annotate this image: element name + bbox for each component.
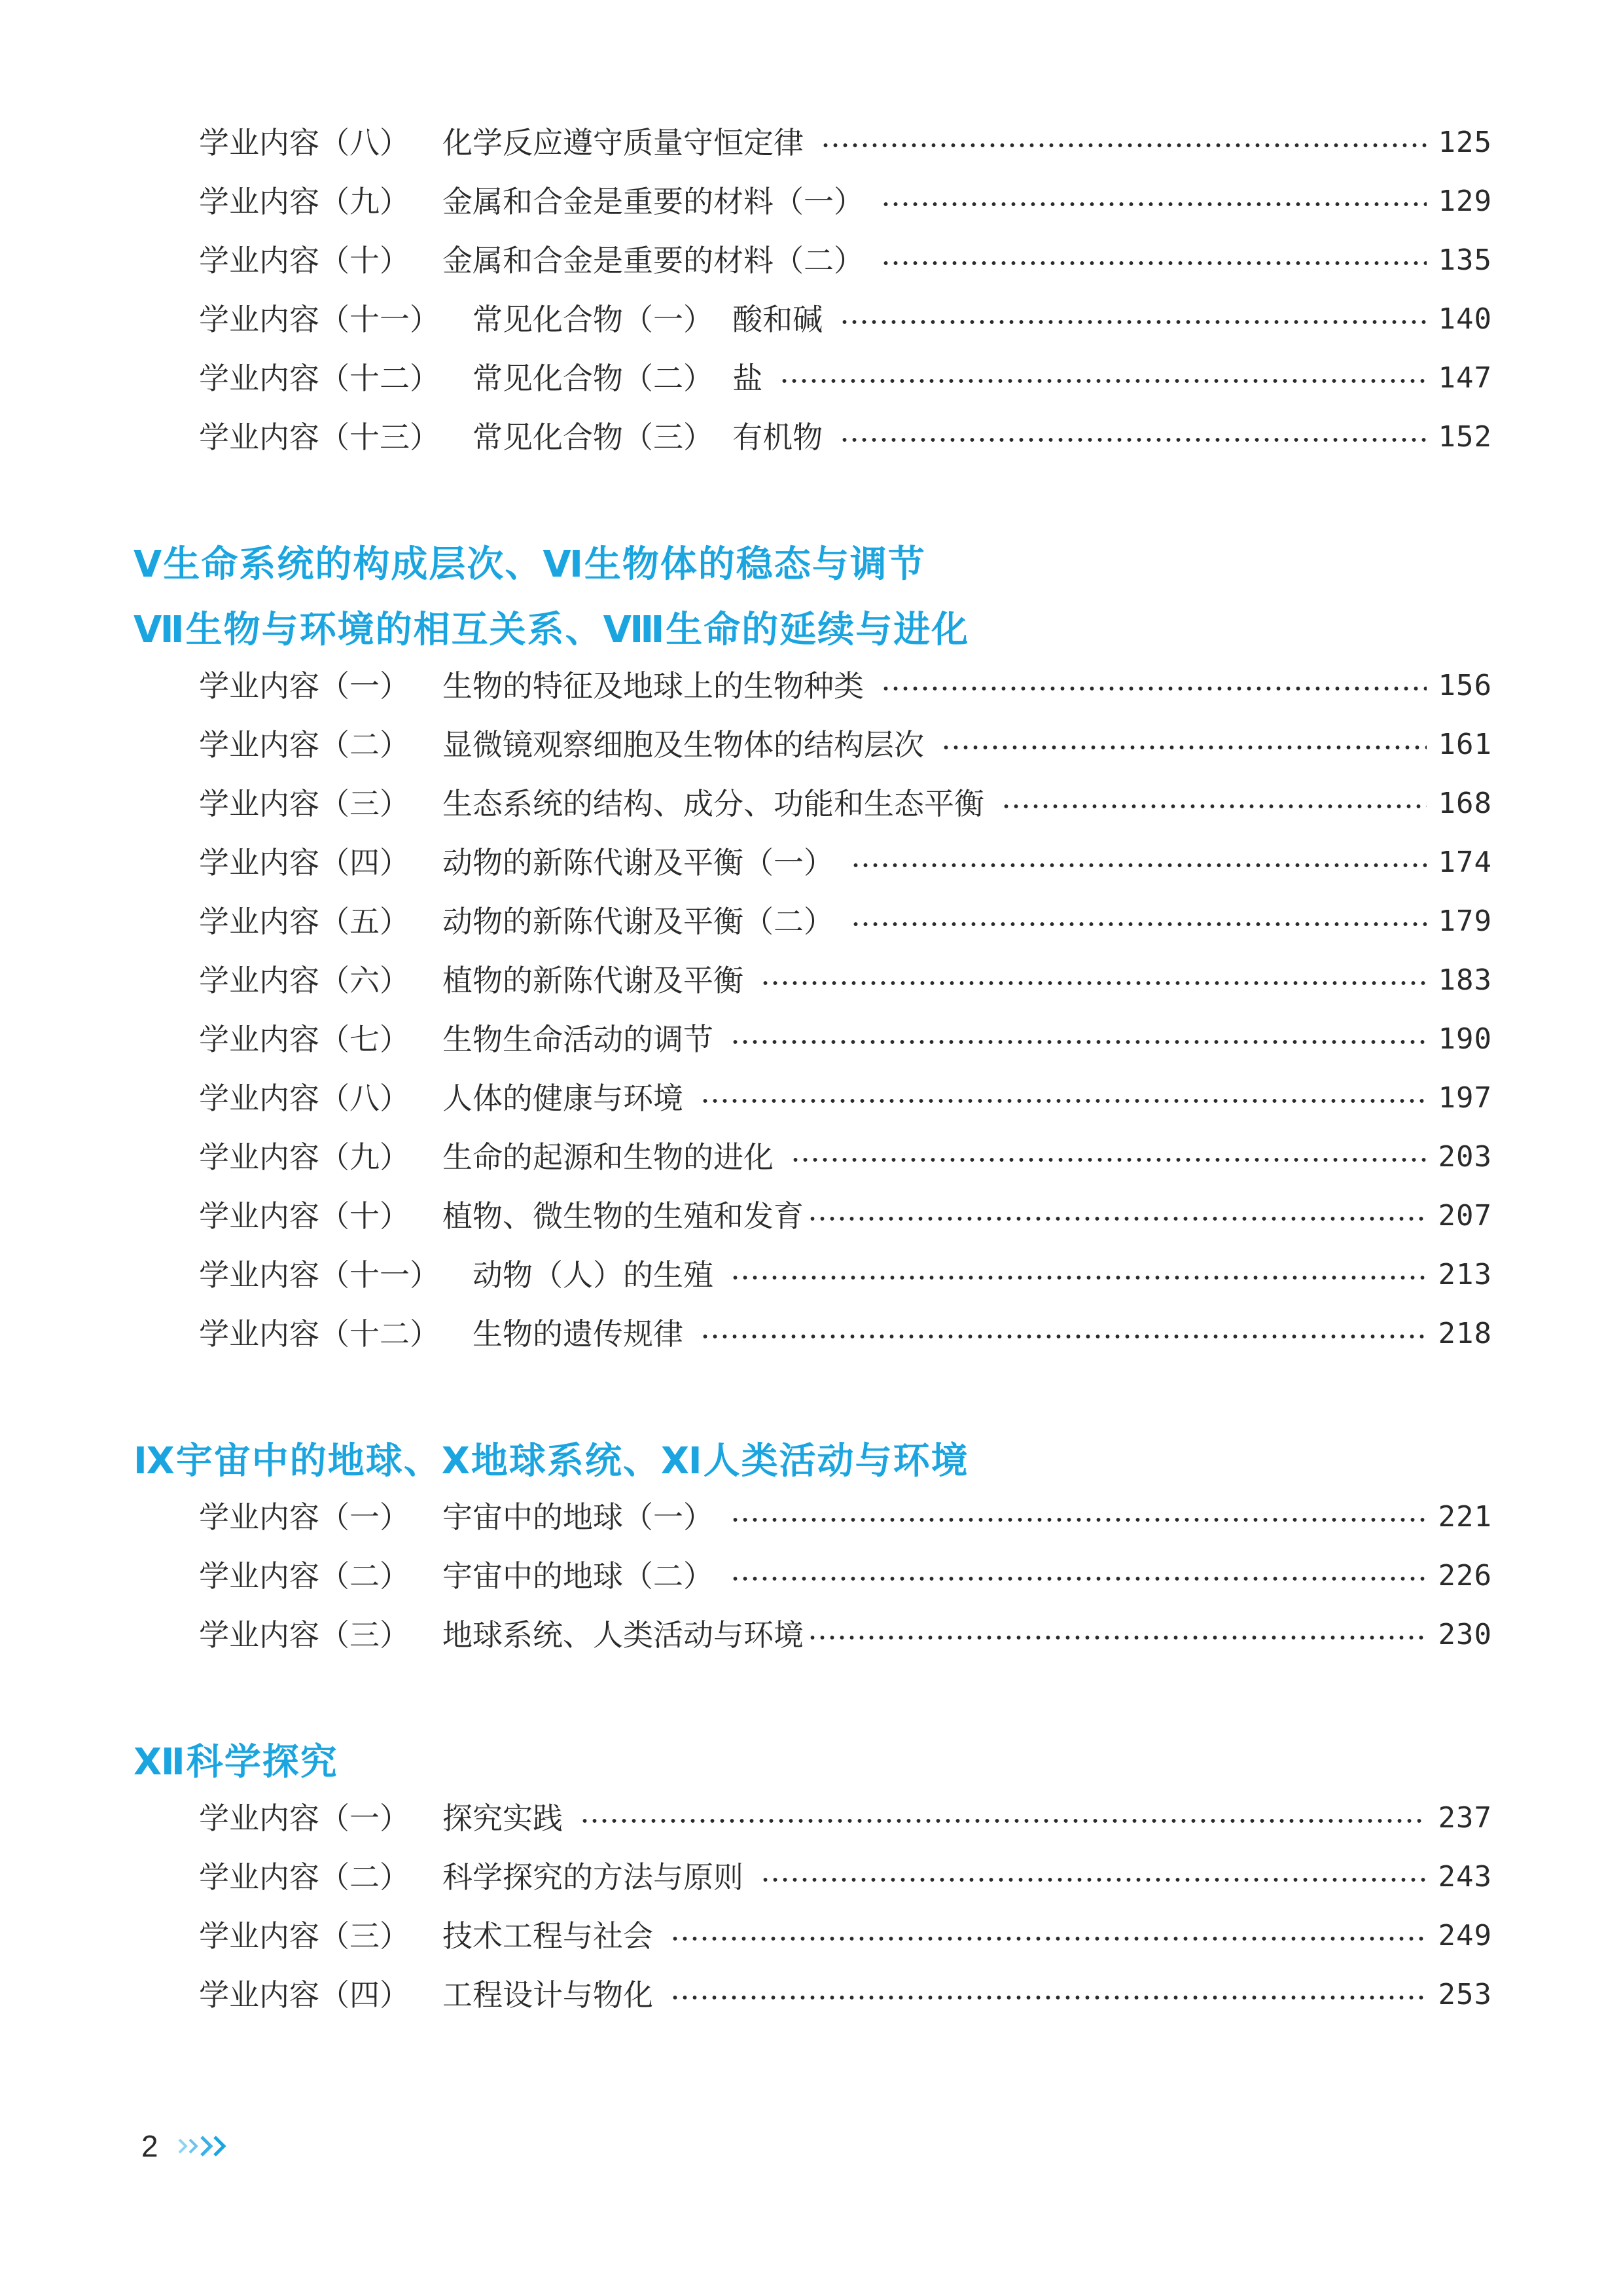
toc-entry-page: 230	[1438, 1618, 1492, 1651]
toc-entry[interactable]	[199, 231, 1492, 290]
toc-entry-label: 学业内容（三）	[199, 1918, 410, 1954]
toc-entry-title: 生物生命活动的调节	[442, 1022, 713, 1057]
toc-entry[interactable]	[199, 349, 1492, 408]
toc-entry-label: 学业内容（七）	[199, 1022, 410, 1057]
dot-leader	[730, 1516, 1427, 1523]
toc-entry[interactable]	[199, 1128, 1492, 1187]
toc-entry-page: 203	[1438, 1140, 1492, 1174]
dot-leader	[881, 685, 1427, 692]
toc-entry-title: 生物的遗传规律	[473, 1316, 683, 1352]
toc-entry-page: 243	[1438, 1860, 1492, 1893]
dot-leader	[730, 1274, 1427, 1281]
toc-entry-page: 190	[1438, 1022, 1492, 1056]
dot-leader	[670, 1935, 1427, 1942]
dot-leader	[700, 1333, 1427, 1340]
toc-entry-page: 135	[1438, 243, 1492, 277]
toc-entry-page: 253	[1438, 1978, 1492, 2011]
section-heading: Ⅴ生命系统的构成层次、Ⅵ生物体的稳态与调节	[134, 543, 926, 586]
dot-leader	[670, 1994, 1427, 2001]
toc-entry[interactable]	[199, 408, 1492, 467]
toc-entry-page: 213	[1438, 1258, 1492, 1291]
toc-entry-label: 学业内容（一）	[199, 1499, 410, 1535]
toc-entry-title: 金属和合金是重要的材料（一）	[442, 184, 864, 219]
section-heading: Ⅻ科学探究	[134, 1741, 338, 1784]
toc-entry-page: 221	[1438, 1500, 1492, 1534]
toc-entry-title: 宇宙中的地球（二）	[442, 1558, 713, 1594]
toc-entry-page: 197	[1438, 1081, 1492, 1115]
toc-entry-title: 生态系统的结构、成分、功能和生态平衡	[442, 786, 984, 821]
toc-entry-page: 168	[1438, 787, 1492, 820]
dot-leader	[840, 319, 1426, 325]
dot-leader	[730, 1039, 1427, 1045]
page-number: 2	[141, 2129, 158, 2163]
toc-entry[interactable]	[199, 1605, 1492, 1664]
toc-entry[interactable]	[199, 1304, 1492, 1363]
toc-entry[interactable]	[199, 290, 1492, 349]
toc-entry-title: 生物的特征及地球上的生物种类	[442, 668, 864, 704]
toc-entry-label: 学业内容（四）	[199, 1977, 410, 2013]
toc-entry-label: 学业内容（四）	[199, 845, 410, 880]
toc-entry-page: 174	[1438, 846, 1492, 879]
section-heading: Ⅶ生物与环境的相互关系、Ⅷ生命的延续与进化	[134, 609, 970, 651]
dot-leader	[851, 862, 1427, 869]
toc-entry[interactable]	[199, 1246, 1492, 1304]
toc-entry[interactable]	[199, 1789, 1492, 1848]
toc-entry-label: 学业内容（一）	[199, 1801, 410, 1836]
toc-entry-label: 学业内容（十一）	[199, 1257, 440, 1293]
toc-entry-label: 学业内容（十二）	[199, 1316, 440, 1352]
dot-leader	[791, 1157, 1427, 1163]
toc-entry-page: 161	[1438, 728, 1492, 761]
toc-entry-title: 动物的新陈代谢及平衡（二）	[442, 904, 834, 939]
toc-entry[interactable]	[199, 113, 1492, 172]
toc-entry-label: 学业内容（十）	[199, 1198, 410, 1234]
toc-entry-label: 学业内容（八）	[199, 1081, 410, 1116]
toc-entry-page: 152	[1438, 420, 1492, 454]
toc-entry[interactable]	[199, 1488, 1492, 1547]
toc-entry-label: 学业内容（三）	[199, 1617, 410, 1653]
toc-entry[interactable]	[199, 1187, 1492, 1246]
toc-entry[interactable]	[199, 1907, 1492, 1965]
toc-entry-title: 常见化合物（一） 酸和碱	[473, 302, 823, 337]
toc-entry-page: 140	[1438, 302, 1492, 336]
toc-entry-label: 学业内容（十）	[199, 243, 410, 278]
toc-entry-title: 常见化合物（三） 有机物	[473, 420, 823, 455]
toc-entry-label: 学业内容（十三）	[199, 420, 440, 455]
dot-leader	[760, 1876, 1427, 1883]
toc-entry-page: 226	[1438, 1559, 1492, 1592]
toc-entry[interactable]	[199, 833, 1492, 892]
section-heading: Ⅸ宇宙中的地球、Ⅹ地球系统、Ⅺ人类活动与环境	[134, 1440, 969, 1482]
toc-entry[interactable]	[199, 1965, 1492, 2024]
dot-leader	[779, 378, 1426, 384]
toc-entry-label: 学业内容（二）	[199, 1558, 410, 1594]
toc-entry-page: 147	[1438, 361, 1492, 395]
toc-entry[interactable]	[199, 1547, 1492, 1605]
dot-leader	[760, 980, 1427, 986]
toc-entry[interactable]	[199, 172, 1492, 231]
dot-leader	[1001, 803, 1427, 810]
dot-leader	[851, 921, 1427, 927]
toc-entry-label: 学业内容（一）	[199, 668, 410, 704]
dot-leader	[881, 260, 1427, 266]
toc-entry-title: 显微镜观察细胞及生物体的结构层次	[442, 727, 924, 762]
toc-entry[interactable]	[199, 774, 1492, 833]
toc-entry-title: 常见化合物（二） 盐	[473, 361, 763, 396]
toc-entry[interactable]	[199, 892, 1492, 951]
toc-entry[interactable]	[199, 1010, 1492, 1069]
dot-leader	[840, 437, 1426, 443]
dot-leader	[881, 201, 1427, 207]
toc-entry-label: 学业内容（二）	[199, 1859, 410, 1895]
toc-entry-title: 工程设计与物化	[442, 1977, 653, 2013]
toc-entry-label: 学业内容（八）	[199, 125, 410, 160]
toc-entry-page: 218	[1438, 1317, 1492, 1350]
toc-entry[interactable]	[199, 715, 1492, 774]
toc-entry-page: 129	[1438, 185, 1492, 218]
dot-leader	[808, 1634, 1427, 1641]
toc-entry-label: 学业内容（十一）	[199, 302, 440, 337]
toc-entry[interactable]	[199, 951, 1492, 1010]
toc-entry-title: 探究实践	[442, 1801, 563, 1836]
toc-entry-title: 动物的新陈代谢及平衡（一）	[442, 845, 834, 880]
toc-entry-label: 学业内容（九）	[199, 1139, 410, 1175]
toc-entry-page: 237	[1438, 1801, 1492, 1835]
toc-entry-title: 植物的新陈代谢及平衡	[442, 963, 743, 998]
toc-entry-page: 156	[1438, 669, 1492, 702]
toc-entry-title: 人体的健康与环境	[442, 1081, 683, 1116]
toc-entry[interactable]	[199, 1848, 1492, 1907]
toc-entry-label: 学业内容（二）	[199, 727, 410, 762]
dot-leader	[821, 142, 1427, 149]
toc-entry[interactable]	[199, 1069, 1492, 1128]
toc-entry-title: 技术工程与社会	[442, 1918, 653, 1954]
toc-entry-title: 宇宙中的地球（一）	[442, 1499, 713, 1535]
toc-entry-label: 学业内容（六）	[199, 963, 410, 998]
dot-leader	[700, 1098, 1427, 1104]
toc-entry-title: 植物、微生物的生殖和发育	[442, 1198, 804, 1234]
dot-leader	[730, 1575, 1427, 1582]
toc-entry-label: 学业内容（九）	[199, 184, 410, 219]
toc-entry-page: 207	[1438, 1199, 1492, 1232]
dot-leader	[941, 744, 1427, 751]
toc-entry-title: 化学反应遵守质量守恒定律	[442, 125, 804, 160]
toc-entry-title: 生命的起源和生物的进化	[442, 1139, 774, 1175]
chevron-arrows-icon	[177, 2133, 240, 2159]
toc-entry-page: 183	[1438, 963, 1492, 997]
dot-leader	[808, 1215, 1427, 1222]
dot-leader	[580, 1818, 1427, 1824]
toc-entry-title: 科学探究的方法与原则	[442, 1859, 743, 1895]
toc-entry[interactable]	[199, 656, 1492, 715]
toc-entry-page: 125	[1438, 126, 1492, 159]
toc-entry-title: 金属和合金是重要的材料（二）	[442, 243, 864, 278]
toc-entry-page: 179	[1438, 905, 1492, 938]
toc-entry-label: 学业内容（三）	[199, 786, 410, 821]
toc-entry-label: 学业内容（十二）	[199, 361, 440, 396]
page-footer	[141, 2128, 240, 2164]
toc-entry-title: 地球系统、人类活动与环境	[442, 1617, 804, 1653]
toc-entry-title: 动物（人）的生殖	[473, 1257, 713, 1293]
toc-entry-label: 学业内容（五）	[199, 904, 410, 939]
toc-entry-page: 249	[1438, 1919, 1492, 1952]
